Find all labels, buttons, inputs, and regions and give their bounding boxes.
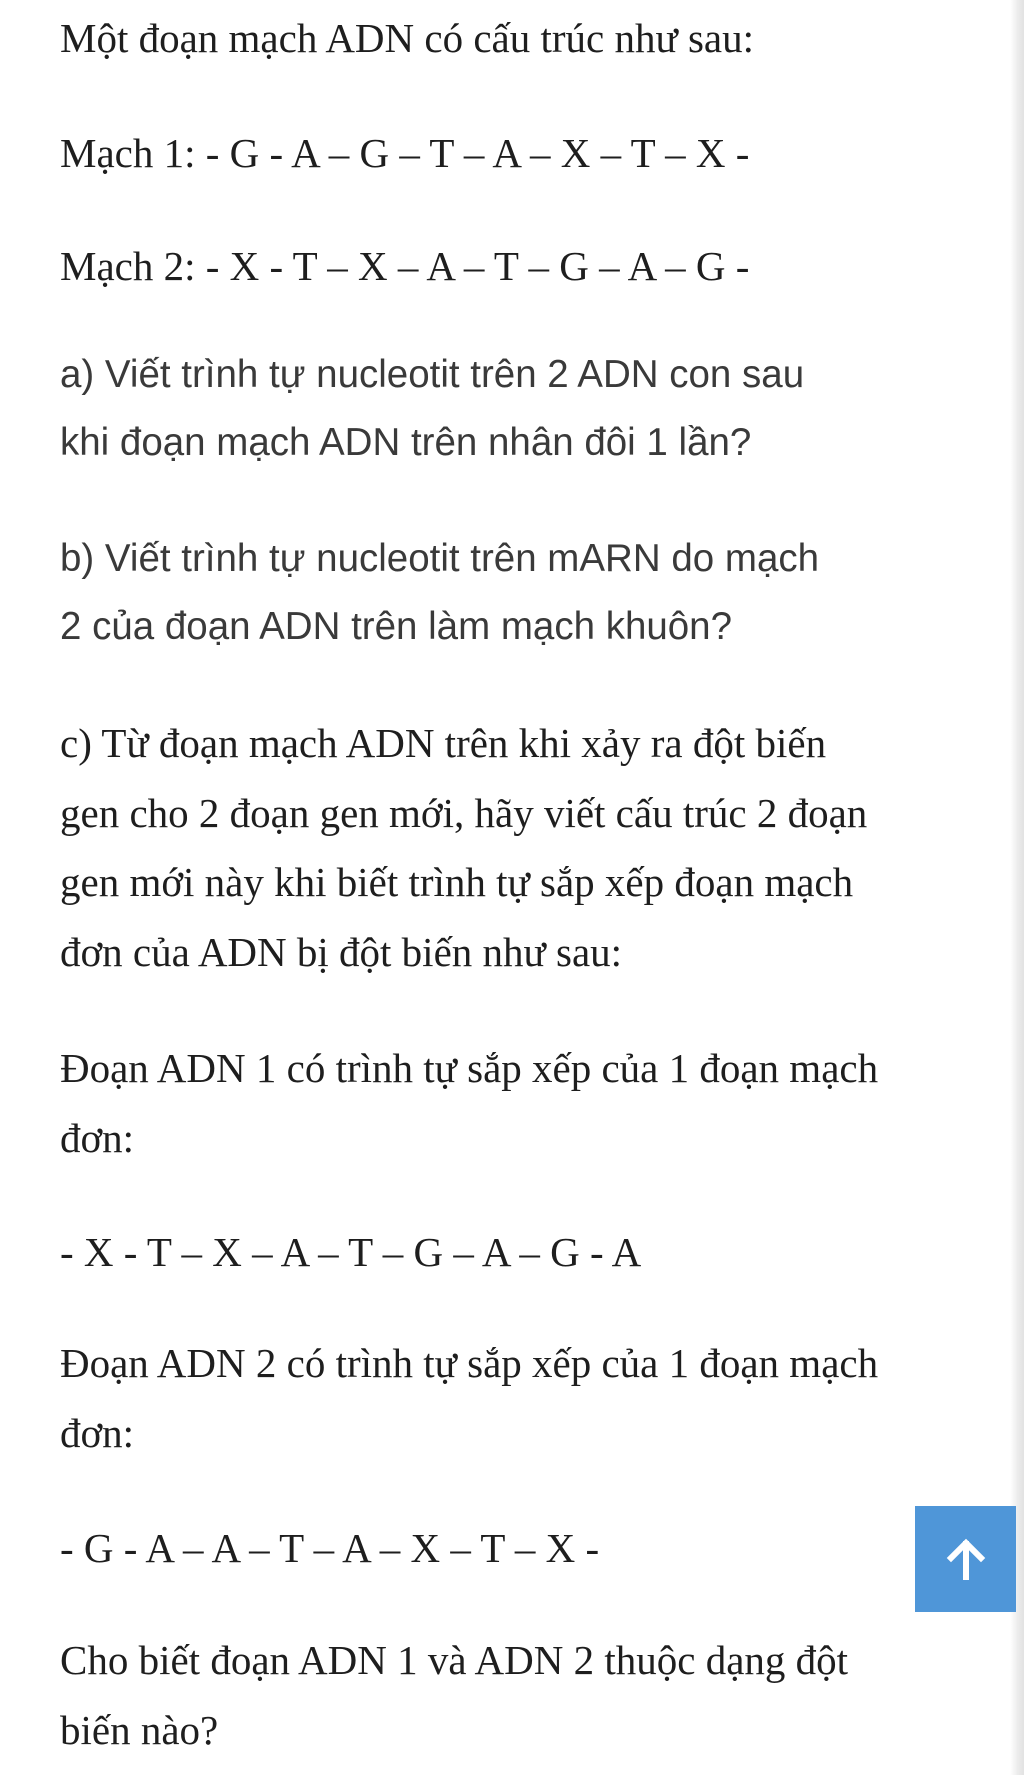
back-to-top-button[interactable] [915,1506,1016,1612]
question-c-line-3: gen mới này khi biết trình tự sắp xếp đoạn mạch [60,859,854,905]
question-b-line-1: b) Viết trình tự nucleotit trên mARN do mạch [60,537,820,580]
question-b-line-2: 2 của đoạn ADN trên làm mạch khuôn? [60,605,733,648]
question-c-line-2: gen cho 2 đoạn gen mới, hãy viết cấu trúc 2 đoạn [60,790,868,836]
segment-1-label-line-2: đơn: [60,1115,135,1161]
strand-2-text: Mạch 2: - X - T – X – A – T – G – A – G - [60,243,750,289]
segment-2-label-line-2: đơn: [60,1410,135,1456]
segment-2-sequence: - G - A – A – T – A – X – T – X - [60,1525,600,1571]
strand-1-text: Mạch 1: - G - A – G – T – A – X – T – X - [60,130,750,176]
segment-1-sequence: - X - T – X – A – T – G – A – G - A [60,1229,642,1275]
final-question-line-2: biến nào? [60,1707,219,1753]
segment-1-label-line-1: Đoạn ADN 1 có trình tự sắp xếp của 1 đoạn mạch [60,1045,879,1091]
segment-2-label-line-1: Đoạn ADN 2 có trình tự sắp xếp của 1 đoạn mạch [60,1340,879,1386]
arrow-up-icon [946,1538,986,1580]
question-a-line-2: khi đoạn mạch ADN trên nhân đôi 1 lần? [60,421,752,464]
intro-text: Một đoạn mạch ADN có cấu trúc như sau: [60,15,754,61]
final-question-line-1: Cho biết đoạn ADN 1 và ADN 2 thuộc dạng đột [60,1637,849,1683]
question-c-line-1: c) Từ đoạn mạch ADN trên khi xảy ra đột biến [60,720,827,766]
question-a-line-1: a) Viết trình tự nucleotit trên 2 ADN con sau [60,353,805,396]
question-c-line-4: đơn của ADN bị đột biến như sau: [60,929,623,975]
